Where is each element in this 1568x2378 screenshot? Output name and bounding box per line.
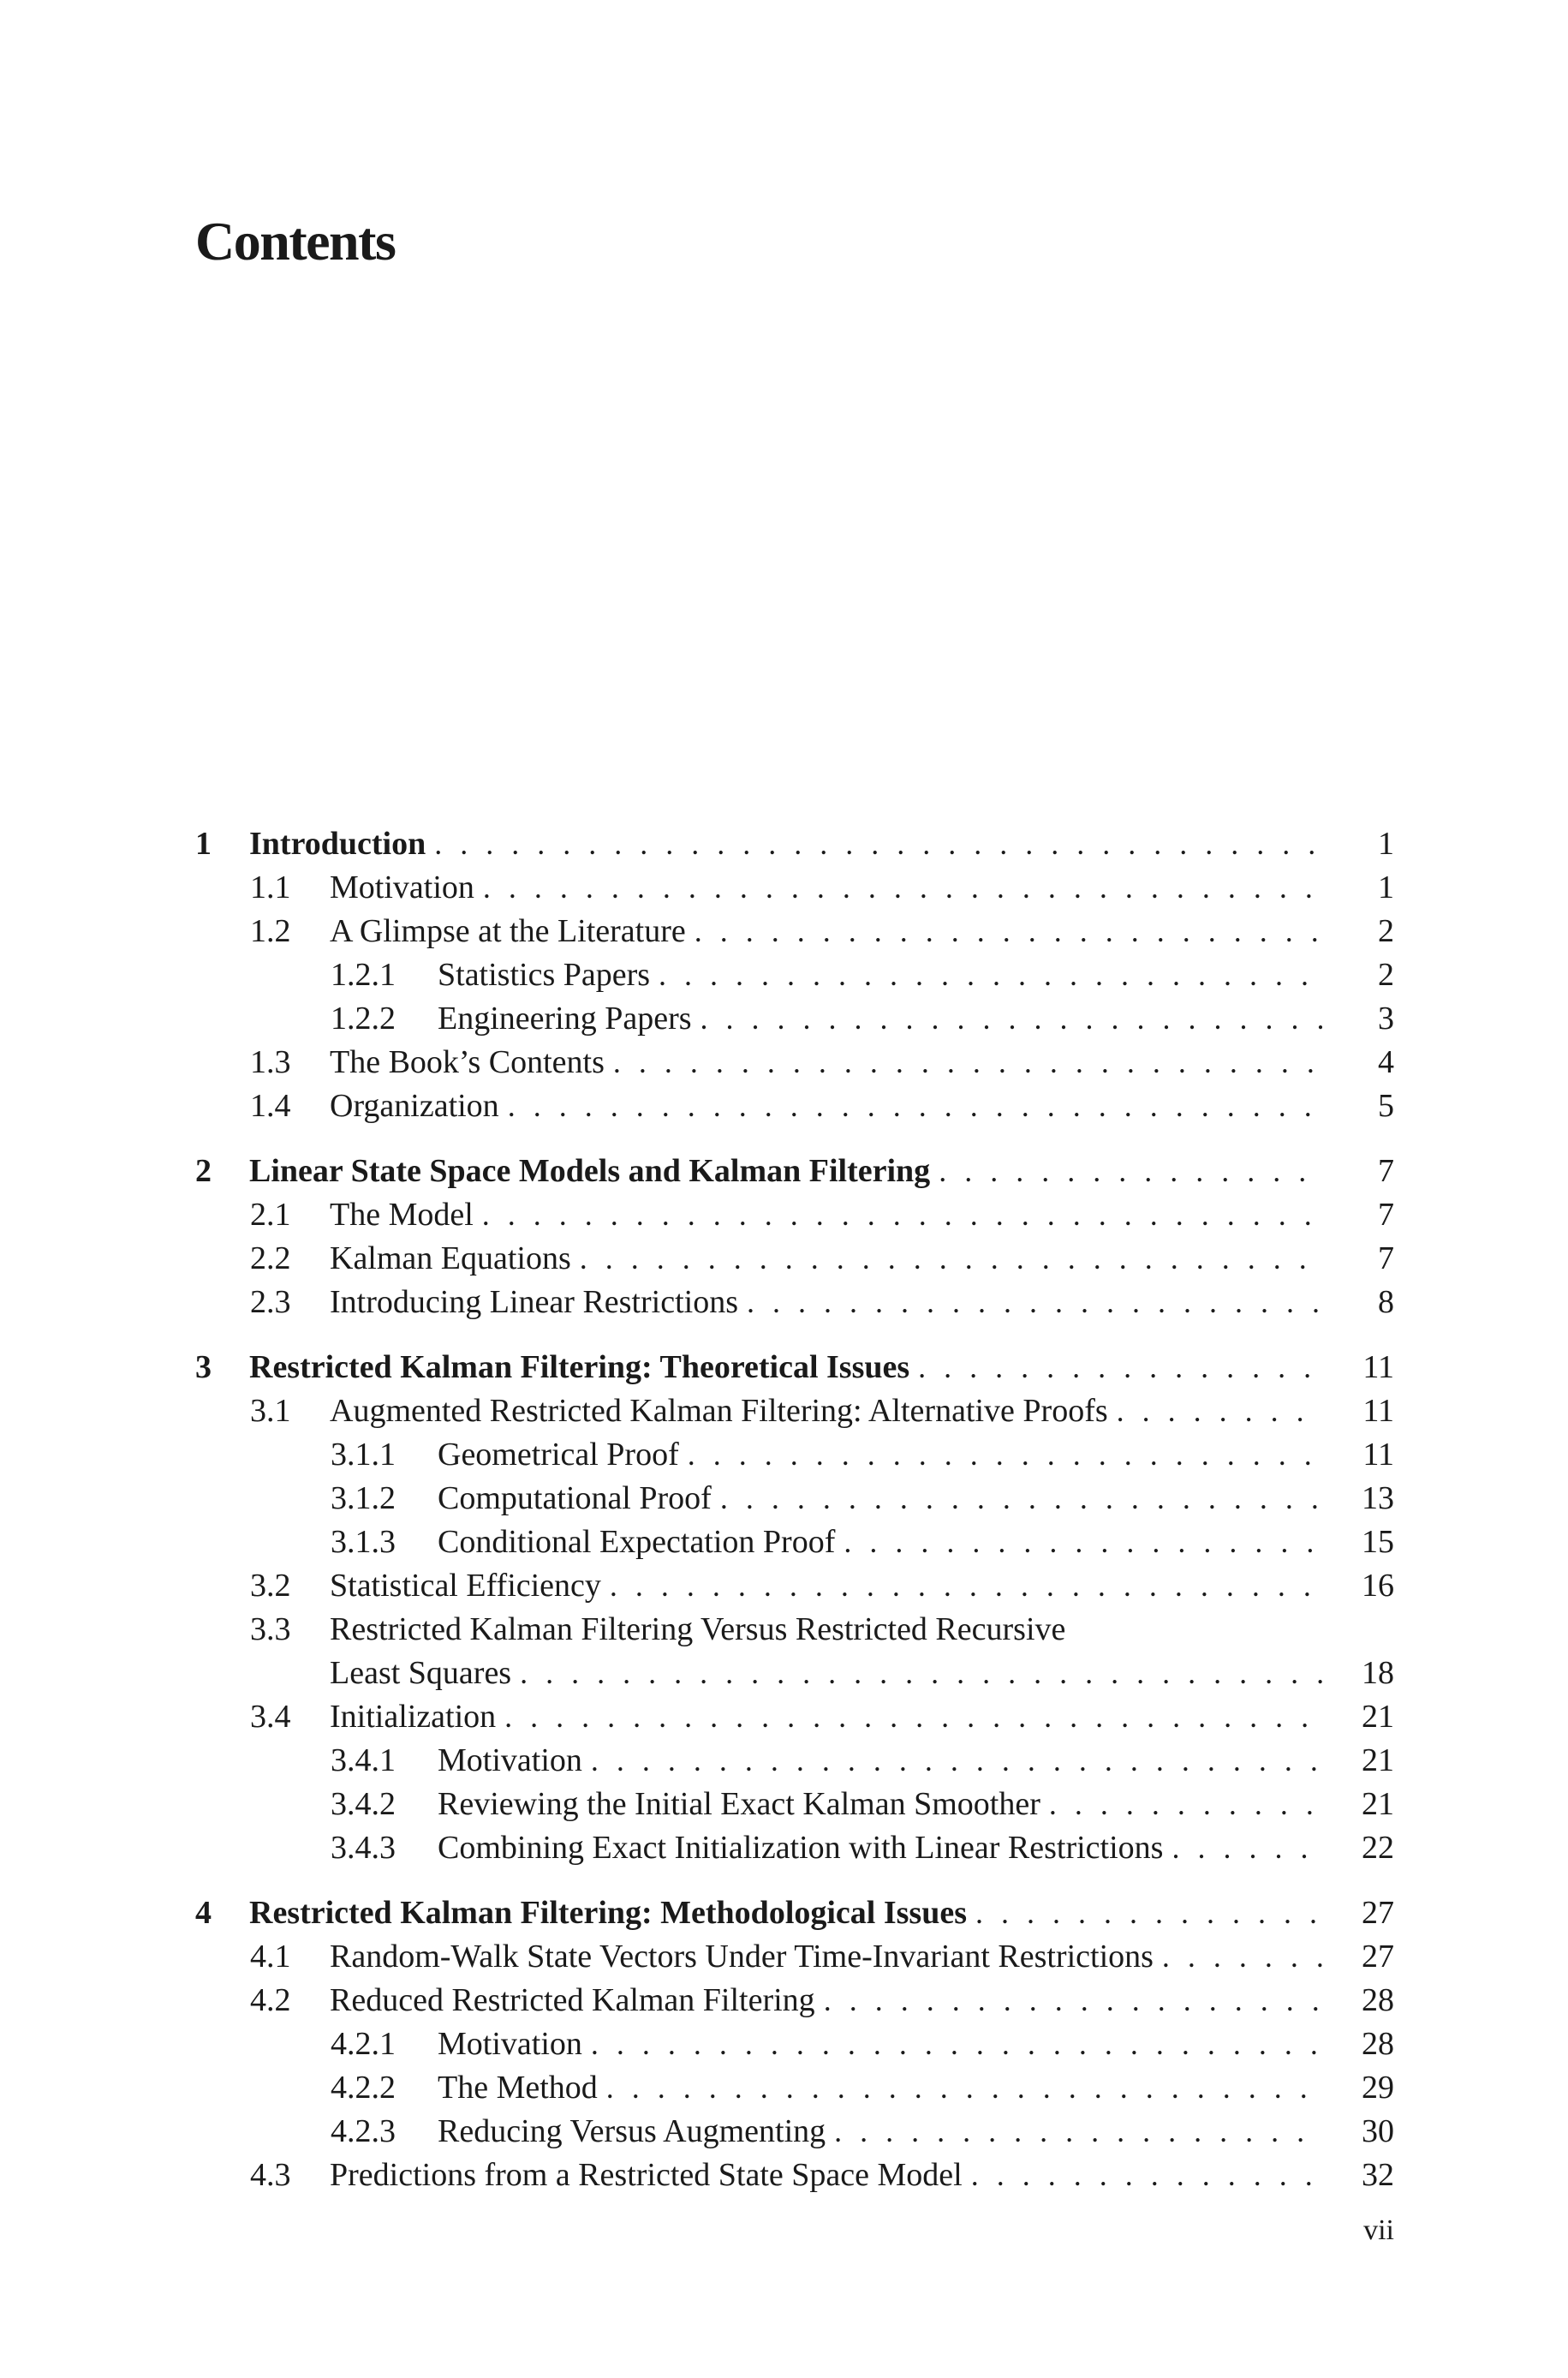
- dot-leader: [824, 1979, 1322, 2022]
- toc-page-number: 27: [1362, 1939, 1394, 1975]
- toc-subsection-title: Conditional Expectation Proof: [438, 1524, 836, 1560]
- toc-chapter-number: 4: [195, 1895, 212, 1931]
- toc-section-title: The Model: [330, 1197, 474, 1233]
- toc-page-number: 13: [1362, 1480, 1394, 1516]
- dot-leader: [580, 1237, 1322, 1281]
- toc-subsection-row[interactable]: [0, 953, 1568, 997]
- toc-section-row[interactable]: [0, 1979, 1568, 2022]
- toc-subsection-number: 3.4.3: [331, 1830, 396, 1866]
- toc-subsection-row[interactable]: [0, 997, 1568, 1041]
- toc-page-number: 27: [1362, 1895, 1394, 1931]
- toc-section-row[interactable]: [0, 1193, 1568, 1237]
- toc-page-number: 11: [1362, 1437, 1394, 1473]
- toc-entry: [438, 1521, 1322, 1564]
- toc-page-number: 18: [1362, 1655, 1394, 1691]
- table-of-contents: [0, 822, 1568, 2197]
- dot-leader: [695, 910, 1322, 953]
- toc-chapter-row[interactable]: [0, 1346, 1568, 1389]
- dot-leader: [613, 1041, 1322, 1084]
- toc-page-number: 21: [1362, 1699, 1394, 1735]
- toc-section-row[interactable]: [0, 1608, 1568, 1652]
- toc-entry: [438, 1477, 1322, 1521]
- toc-subsection-row[interactable]: [0, 2066, 1568, 2110]
- dot-leader: [975, 1891, 1322, 1935]
- toc-chapter-title: Restricted Kalman Filtering: Theoretical Issues: [249, 1349, 910, 1385]
- toc-page-number: 7: [1378, 1197, 1394, 1233]
- toc-chapter-number: 1: [195, 826, 212, 862]
- toc-section-title: Organization: [330, 1088, 499, 1124]
- dot-leader: [971, 2154, 1322, 2197]
- toc-subsection-row[interactable]: [0, 1477, 1568, 1521]
- toc-subsection-title: Reducing Versus Augmenting: [438, 2113, 826, 2149]
- dot-leader: [720, 1477, 1322, 1521]
- toc-page-number: 5: [1378, 1088, 1394, 1124]
- toc-section-row-continued[interactable]: [0, 1652, 1568, 1695]
- toc-subsection-title: Motivation: [438, 2026, 582, 2062]
- toc-section-number: 3.1: [250, 1393, 291, 1429]
- toc-subsection-number: 3.1.1: [331, 1437, 396, 1473]
- toc-section-title: Initialization: [330, 1699, 497, 1735]
- dot-leader: [504, 1695, 1322, 1739]
- toc-subsection-number: 1.2.1: [331, 957, 396, 993]
- toc-entry: [330, 2154, 1322, 2197]
- toc-chapter-number: 3: [195, 1349, 212, 1385]
- toc-subsection-title: Statistics Papers: [438, 957, 651, 993]
- toc-section-number: 1.3: [250, 1044, 291, 1080]
- toc-chapter-row[interactable]: [0, 1150, 1568, 1193]
- toc-subsection-number: 4.2.1: [331, 2026, 396, 2062]
- toc-chapter-row[interactable]: [0, 1891, 1568, 1935]
- dot-leader: [834, 2110, 1322, 2154]
- toc-entry: [330, 1041, 1322, 1084]
- page-folio: vii: [1363, 2214, 1394, 2246]
- toc-entry: [330, 1237, 1322, 1281]
- toc-section-number: 1.2: [250, 913, 291, 949]
- toc-chapter-number: 2: [195, 1153, 212, 1189]
- dot-leader: [482, 1193, 1322, 1237]
- toc-subsection-row[interactable]: [0, 1826, 1568, 1870]
- toc-entry: [438, 2066, 1322, 2110]
- toc-chapter-row[interactable]: [0, 822, 1568, 866]
- toc-section-number: 3.4: [250, 1699, 291, 1735]
- toc-page-number: 11: [1362, 1349, 1394, 1385]
- toc-section-row[interactable]: [0, 1695, 1568, 1739]
- toc-entry: [330, 866, 1322, 910]
- dot-leader: [701, 997, 1322, 1041]
- toc-subsection-number: 1.2.2: [331, 1001, 396, 1037]
- toc-subsection-number: 3.4.2: [331, 1786, 396, 1822]
- dot-leader: [1117, 1389, 1322, 1433]
- toc-entry: [330, 1608, 1322, 1652]
- toc-page-number: 16: [1362, 1568, 1394, 1604]
- toc-page-number: 11: [1362, 1393, 1394, 1429]
- toc-entry: [438, 997, 1322, 1041]
- toc-entry: [330, 910, 1322, 953]
- dot-leader: [610, 1564, 1322, 1608]
- toc-chapter-title: Restricted Kalman Filtering: Methodological Issues: [249, 1895, 968, 1931]
- toc-section-number: 1.1: [250, 869, 291, 905]
- toc-subsection-row[interactable]: [0, 1433, 1568, 1477]
- toc-entry: [330, 1084, 1322, 1128]
- toc-page-number: 3: [1378, 1001, 1394, 1037]
- dot-leader: [844, 1521, 1322, 1564]
- toc-section-number: 2.3: [250, 1284, 291, 1320]
- toc-section-title: Motivation: [330, 869, 474, 905]
- dot-leader: [1172, 1826, 1322, 1870]
- toc-subsection-number: 3.4.1: [331, 1742, 396, 1778]
- toc-section-title: Predictions from a Restricted State Space Model: [330, 2157, 963, 2193]
- toc-page-number: 8: [1378, 1284, 1394, 1320]
- toc-entry: [438, 2022, 1322, 2066]
- toc-subsection-title: Motivation: [438, 1742, 582, 1778]
- toc-entry: [330, 1281, 1322, 1324]
- toc-page-number: 4: [1378, 1044, 1394, 1080]
- toc-entry: [249, 1891, 1322, 1935]
- toc-subsection-row[interactable]: [0, 1521, 1568, 1564]
- toc-section-row[interactable]: [0, 1564, 1568, 1608]
- toc-section-row[interactable]: [0, 1281, 1568, 1324]
- dot-leader: [591, 1739, 1322, 1783]
- toc-subsection-title: The Method: [438, 2070, 598, 2106]
- toc-section-number: 4.1: [250, 1939, 291, 1975]
- toc-section-row[interactable]: [0, 866, 1568, 910]
- toc-subsection-number: 3.1.2: [331, 1480, 396, 1516]
- page-title: Contents: [195, 211, 396, 272]
- toc-entry: [438, 953, 1322, 997]
- toc-entry: [249, 1346, 1322, 1389]
- toc-page-number: 2: [1378, 957, 1394, 993]
- toc-subsection-row[interactable]: [0, 1739, 1568, 1783]
- toc-page-number: 7: [1378, 1153, 1394, 1189]
- toc-entry: [330, 1389, 1322, 1433]
- toc-entry: [438, 1433, 1322, 1477]
- toc-page-number: 2: [1378, 913, 1394, 949]
- toc-section-title: Statistical Efficiency: [330, 1568, 601, 1604]
- toc-page-number: 28: [1362, 1982, 1394, 2018]
- toc-section-title: Restricted Kalman Filtering Versus Restricted Recursive: [330, 1611, 1066, 1647]
- toc-section-number: 4.2: [250, 1982, 291, 2018]
- dot-leader: [1049, 1783, 1322, 1826]
- toc-section-number: 2.1: [250, 1197, 291, 1233]
- toc-page-number: 28: [1362, 2026, 1394, 2062]
- dot-leader: [659, 953, 1322, 997]
- toc-page-number: 30: [1362, 2113, 1394, 2149]
- toc-page-number: 32: [1362, 2157, 1394, 2193]
- toc-page-number: 21: [1362, 1786, 1394, 1822]
- toc-entry: [438, 1826, 1322, 1870]
- toc-subsection-number: 4.2.3: [331, 2113, 396, 2149]
- dot-leader: [483, 866, 1322, 910]
- toc-subsection-title: Engineering Papers: [438, 1001, 692, 1037]
- toc-page-number: 29: [1362, 2070, 1394, 2106]
- toc-page-number: 21: [1362, 1742, 1394, 1778]
- dot-leader: [1162, 1935, 1322, 1979]
- toc-section-number: 3.3: [250, 1611, 291, 1647]
- toc-section-number: 4.3: [250, 2157, 291, 2193]
- dot-leader: [688, 1433, 1322, 1477]
- toc-section-title: Reduced Restricted Kalman Filtering: [330, 1982, 815, 2018]
- toc-section-row[interactable]: [0, 1935, 1568, 1979]
- toc-subsection-row[interactable]: [0, 2110, 1568, 2154]
- toc-section-title-continued: Least Squares: [330, 1655, 512, 1691]
- dot-leader: [918, 1346, 1322, 1389]
- toc-subsection-row[interactable]: [0, 1783, 1568, 1826]
- toc-entry: [330, 1935, 1322, 1979]
- toc-section-number: 3.2: [250, 1568, 291, 1604]
- toc-section-row[interactable]: [0, 1041, 1568, 1084]
- toc-section-row[interactable]: [0, 910, 1568, 953]
- toc-section-row[interactable]: [0, 1084, 1568, 1128]
- toc-section-title: Augmented Restricted Kalman Filtering: Alternative Proofs: [330, 1393, 1108, 1429]
- toc-subsection-number: 4.2.2: [331, 2070, 396, 2106]
- toc-page-number: 1: [1378, 869, 1394, 905]
- toc-page-number: 1: [1378, 826, 1394, 862]
- toc-section-title: Random-Walk State Vectors Under Time-Invariant Restrictions: [330, 1939, 1154, 1975]
- dot-leader: [939, 1150, 1322, 1193]
- toc-chapter-title: Linear State Space Models and Kalman Filtering: [249, 1153, 931, 1189]
- toc-subsection-title: Reviewing the Initial Exact Kalman Smoother: [438, 1786, 1040, 1822]
- dot-leader: [606, 2066, 1322, 2110]
- toc-subsection-row[interactable]: [0, 2022, 1568, 2066]
- toc-section-title: A Glimpse at the Literature: [330, 913, 686, 949]
- toc-section-row[interactable]: [0, 1389, 1568, 1433]
- toc-entry: [330, 1695, 1322, 1739]
- toc-entry: [330, 1564, 1322, 1608]
- toc-page-number: 22: [1362, 1830, 1394, 1866]
- toc-entry: [249, 1150, 1322, 1193]
- toc-section-title: Kalman Equations: [330, 1240, 571, 1276]
- toc-chapter-title: Introduction: [249, 826, 426, 862]
- toc-section-number: 2.2: [250, 1240, 291, 1276]
- toc-subsection-title: Combining Exact Initialization with Linear Restrictions: [438, 1830, 1164, 1866]
- toc-section-number: 1.4: [250, 1088, 291, 1124]
- dot-leader: [434, 822, 1322, 866]
- toc-entry: [438, 1739, 1322, 1783]
- dot-leader: [508, 1084, 1322, 1128]
- toc-entry: [330, 1193, 1322, 1237]
- toc-page-number: 7: [1378, 1240, 1394, 1276]
- toc-subsection-title: Computational Proof: [438, 1480, 712, 1516]
- toc-section-row[interactable]: [0, 2154, 1568, 2197]
- toc-section-row[interactable]: [0, 1237, 1568, 1281]
- dot-leader: [591, 2022, 1322, 2066]
- toc-subsection-title: Geometrical Proof: [438, 1437, 679, 1473]
- toc-entry: [438, 1783, 1322, 1826]
- toc-page-number: 15: [1362, 1524, 1394, 1560]
- dot-leader: [520, 1652, 1322, 1695]
- toc-entry: [438, 2110, 1322, 2154]
- toc-section-title: Introducing Linear Restrictions: [330, 1284, 738, 1320]
- toc-subsection-number: 3.1.3: [331, 1524, 396, 1560]
- toc-section-title: The Book’s Contents: [330, 1044, 605, 1080]
- dot-leader: [747, 1281, 1322, 1324]
- toc-entry: [330, 1979, 1322, 2022]
- toc-entry: [249, 822, 1322, 866]
- toc-entry: [330, 1652, 1322, 1695]
